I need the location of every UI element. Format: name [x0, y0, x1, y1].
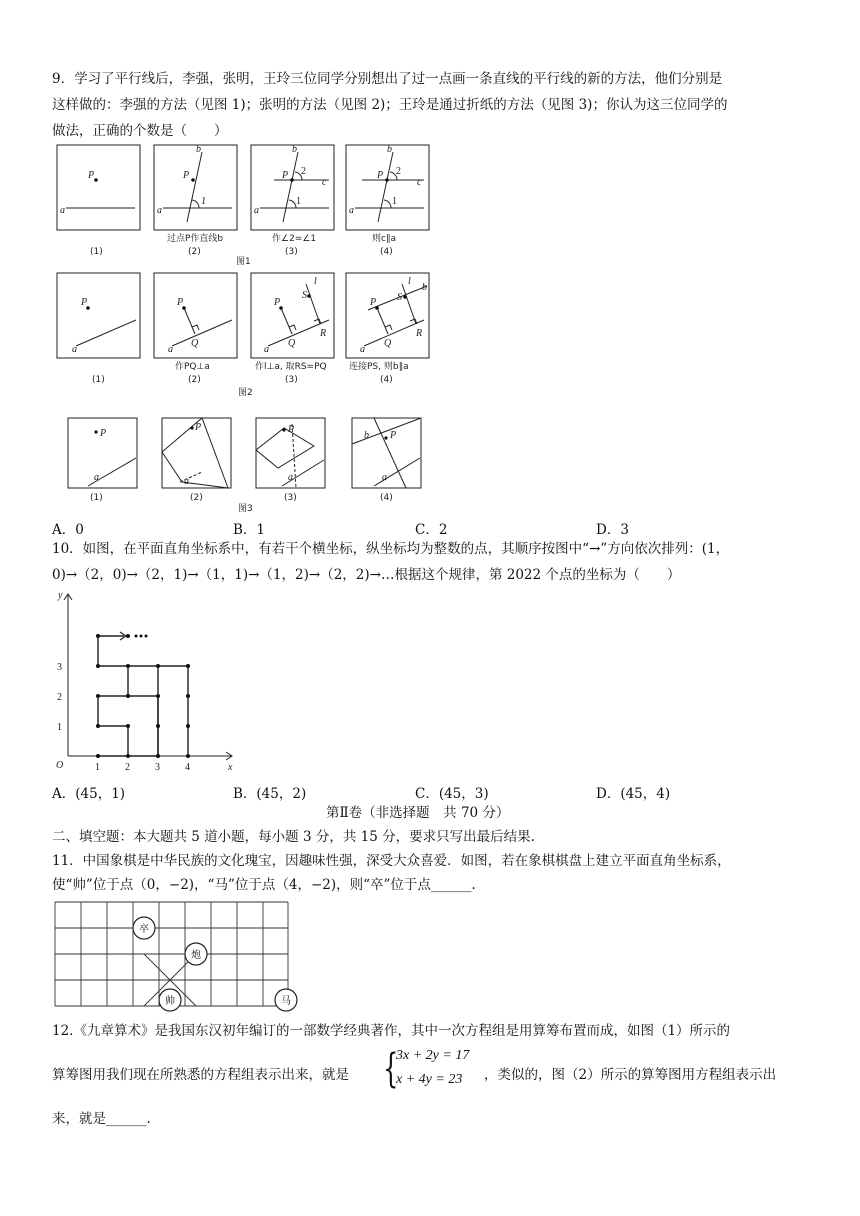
svg-text:R: R: [416, 328, 423, 339]
fig2-caption-4: 连接PS, 则b∥a: [349, 362, 409, 372]
svg-text:a: a: [157, 205, 162, 216]
svg-text:a: a: [94, 472, 99, 483]
fig1-sub-2: (2): [188, 247, 201, 257]
svg-text:P: P: [183, 170, 190, 181]
svg-text:S: S: [397, 292, 402, 303]
fig1-sub-3: (3): [285, 247, 298, 257]
y-tick-2: 2: [57, 692, 62, 703]
y-tick-3: 3: [57, 662, 62, 673]
svg-text:P: P: [288, 424, 295, 435]
fig2-sub-1: (1): [92, 375, 105, 385]
svg-text:l: l: [408, 276, 411, 287]
svg-text:a: a: [72, 344, 77, 355]
q12-line-1: 12.《九章算术》是我国东汉初年编订的一部数学经典著作，其中一次方程组是用算筹布置而成，如图（1）所示的: [52, 1023, 731, 1039]
fig1-caption-3: 作∠2=∠1: [272, 234, 317, 244]
piece-zu-label: 卒: [139, 924, 149, 935]
svg-text:c: c: [417, 177, 422, 188]
svg-text:c: c: [322, 177, 327, 188]
figure-2: [52, 268, 442, 402]
q10-line-1: 10．如图，在平面直角坐标系中，有若干个横坐标，纵坐标均为整数的点，其顺序按图中“→”方向依次排列：(1，: [52, 541, 730, 557]
svg-text:a: a: [254, 205, 259, 216]
section-2-instruction: 二、填空题：本大题共 5 道小题，每小题 3 分，共 15 分，要求只写出最后结果.: [52, 829, 535, 845]
fig2-caption-2: 作PQ⊥a: [175, 362, 210, 372]
x-tick-2: 2: [125, 762, 130, 773]
svg-text:b: b: [292, 144, 297, 155]
svg-text:a: a: [349, 205, 354, 216]
fig3-sub-3: (3): [284, 493, 297, 503]
svg-text:2: 2: [396, 166, 401, 177]
q10-option-b[interactable]: B．(45，2): [233, 786, 307, 802]
q9-option-b[interactable]: B．1: [233, 522, 266, 538]
q10-line-2: 0)→（2，0)→（2，1)→（1，1)→（1，2)→（2，2)→…根据这个规律，第 2022 个点的坐标为（ ）: [52, 567, 681, 583]
svg-text:1: 1: [392, 196, 397, 207]
svg-text:a: a: [264, 344, 269, 355]
x-tick-1: 1: [95, 762, 100, 773]
x-axis-label: x: [228, 762, 233, 773]
svg-text:a: a: [60, 205, 65, 216]
svg-text:Q: Q: [191, 338, 199, 349]
svg-text:P: P: [177, 297, 184, 308]
svg-text:P: P: [370, 297, 377, 308]
svg-text:a: a: [184, 476, 189, 487]
svg-text:P: P: [377, 170, 384, 181]
svg-text:a: a: [288, 472, 293, 483]
fig1-caption-4: 则c∥a: [372, 234, 396, 244]
q9-option-c[interactable]: C．2: [415, 522, 448, 538]
q10-coordinate-figure: [52, 586, 242, 776]
fig2-sub-4: (4): [380, 375, 393, 385]
fig2-title: 图2: [238, 388, 253, 398]
svg-text:l: l: [314, 276, 317, 287]
q10-option-d[interactable]: D．(45，4): [596, 786, 671, 802]
q11-line-1: 11．中国象棋是中华民族的文化瑰宝，因趣味性强，深受大众喜爱．如图，若在象棋棋盘上建立平面直角坐标系，: [52, 853, 731, 869]
x-tick-4: 4: [185, 762, 190, 773]
fig1-sub-1: (1): [90, 247, 103, 257]
origin-label: O: [56, 760, 64, 771]
svg-text:1: 1: [296, 196, 301, 207]
q10-option-c[interactable]: C．(45，3): [415, 786, 489, 802]
q9-line-1: 9．学习了平行线后，李强，张明，王玲三位同学分别想出了过一点画一条直线的平行线的新的方法，他们分别是: [52, 71, 723, 87]
q12-line-3: 来，就是______.: [52, 1111, 151, 1127]
svg-text:1: 1: [201, 196, 206, 207]
svg-text:P: P: [195, 422, 202, 433]
q9-line-2: 这样做的：李强的方法（见图 1)；张明的方法（见图 2)；王玲是通过折纸的方法（见图 3)；你认为这三位同学的: [52, 97, 728, 113]
fig3-sub-4: (4): [380, 493, 393, 503]
fig2-sub-3: (3): [285, 375, 298, 385]
svg-text:P: P: [81, 297, 88, 308]
piece-ma-label: 马: [281, 996, 291, 1007]
fig3-sub-2: (2): [190, 493, 203, 503]
svg-text:S: S: [302, 290, 307, 301]
fig1-title: 图1: [236, 257, 251, 267]
equation-brace: {: [383, 1046, 399, 1092]
q10-option-a[interactable]: A．(45，1): [52, 786, 126, 802]
q9-option-d[interactable]: D．3: [596, 522, 629, 538]
fig2-sub-2: (2): [188, 375, 201, 385]
svg-text:2: 2: [301, 166, 306, 177]
figure-3: [52, 410, 442, 516]
q12-line-2a: 算筹图用我们现在所熟悉的方程组表示出来，就是: [52, 1067, 349, 1083]
svg-text:R: R: [320, 328, 327, 339]
fig3-title: 图3: [238, 504, 253, 514]
equation-2: x + 4y = 23: [396, 1072, 463, 1087]
svg-text:P: P: [88, 170, 95, 181]
piece-shuai-label: 帅: [165, 996, 175, 1007]
fig1-sub-4: (4): [380, 247, 393, 257]
equation-1: 3x + 2y = 17: [396, 1048, 470, 1063]
x-tick-3: 3: [155, 762, 160, 773]
svg-text:P: P: [274, 297, 281, 308]
q11-line-2: 使“帅”位于点（0，−2)，“马”位于点（4，−2)，则“卒”位于点______.: [52, 877, 476, 893]
svg-text:Q: Q: [288, 338, 296, 349]
svg-text:P: P: [390, 430, 397, 441]
svg-text:a: a: [168, 344, 173, 355]
chess-board-figure: [52, 896, 302, 1016]
svg-text:P: P: [282, 170, 289, 181]
y-axis-label: y: [58, 590, 63, 601]
svg-text:b: b: [196, 144, 201, 155]
svg-text:a: a: [360, 344, 365, 355]
fig2-caption-3: 作l⊥a, 取RS=PQ: [255, 362, 327, 372]
fig1-caption-2: 过点P作直线b: [167, 234, 224, 244]
piece-pao-label: 炮: [191, 950, 201, 961]
y-tick-1: 1: [57, 722, 62, 733]
svg-text:P: P: [100, 428, 107, 439]
q9-line-3: 做法，正确的个数是（ ）: [52, 123, 228, 139]
section-2-title: 第Ⅱ卷（非选择题 共 70 分）: [326, 805, 510, 821]
svg-text:Q: Q: [384, 338, 392, 349]
q9-option-a[interactable]: A．0: [52, 522, 84, 538]
svg-text:b: b: [387, 144, 392, 155]
svg-text:b: b: [422, 282, 427, 293]
q12-line-2b: ，类似的，图（2）所示的算筹图用方程组表示出: [484, 1067, 777, 1083]
fig3-sub-1: (1): [90, 493, 103, 503]
figure-1: [52, 140, 442, 270]
svg-text:b: b: [364, 430, 369, 441]
svg-text:a: a: [382, 472, 387, 483]
